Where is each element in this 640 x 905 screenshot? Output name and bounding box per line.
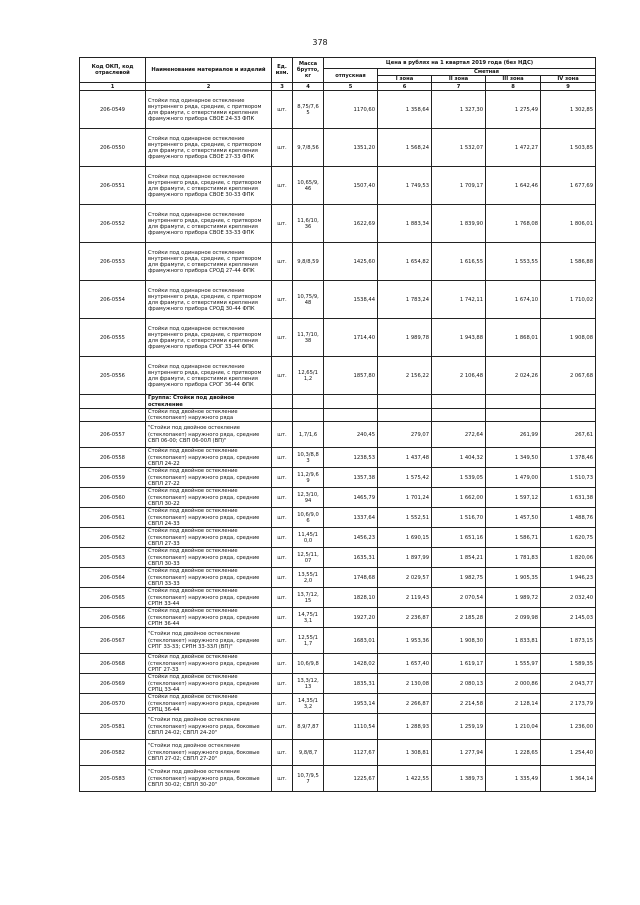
product-name: "Стойки под двойное остекление (стеклопакет) наружного ряда, средние СРПГ 33-33; СРПН 33-33Л (ВП)" [146, 628, 272, 654]
gross-mass: 9,8/8,7 [293, 740, 324, 766]
gross-mass: 10,75/9, 48 [293, 281, 324, 319]
table-row [80, 548, 596, 568]
price-zone-4: 2 173,79 [541, 694, 596, 714]
price-zone-2: 1 943,88 [432, 319, 486, 357]
gross-mass: 12,3/10, 94 [293, 488, 324, 508]
price-release: 1170,60 [324, 91, 378, 129]
price-zone-1: 1 358,64 [378, 91, 432, 129]
price-zone-4: 1 503,85 [541, 129, 596, 167]
price-zone-2: 2 185,28 [432, 608, 486, 628]
product-name: Стойки под двойное остекление (стеклопакет) наружного ряда, средние СВПЛ 24-22 [146, 448, 272, 468]
product-name: Стойки под двойное остекление (стеклопакет) наружного ряда, средние СВПЛ 30-33 [146, 548, 272, 568]
table-row [80, 694, 596, 714]
unit: шт. [272, 448, 293, 468]
header-zone-3: III зона [486, 76, 541, 83]
price-release: 1357,38 [324, 468, 378, 488]
price-zone-3: 1 335,49 [486, 766, 541, 792]
price-table [79, 57, 596, 792]
price-zone-3: 1 210,04 [486, 714, 541, 740]
price-zone-2: 1 404,32 [432, 448, 486, 468]
unit: шт. [272, 694, 293, 714]
subgroup-row [80, 408, 596, 421]
price-zone-3: 1 674,10 [486, 281, 541, 319]
price-zone-3: 2 128,14 [486, 694, 541, 714]
table-row [80, 488, 596, 508]
price-zone-4: 1 820,06 [541, 548, 596, 568]
price-release: 1238,53 [324, 448, 378, 468]
price-zone-3: 261,99 [486, 422, 541, 448]
price-zone-1: 1 575,42 [378, 468, 432, 488]
product-name: Стойки под одинарное остекление внутреннего ряда, средние, с притвором для фрамуги, с отверстиями крепления фрамужного прибора СВОЕ 33-33 ФПК [146, 205, 272, 243]
price-zone-1: 1 701,24 [378, 488, 432, 508]
gross-mass: 10,6/9,8 [293, 654, 324, 674]
table-row [80, 654, 596, 674]
price-zone-1: 1 657,40 [378, 654, 432, 674]
unit: шт. [272, 568, 293, 588]
price-release: 240,45 [324, 422, 378, 448]
gross-mass: 11,7/10, 38 [293, 319, 324, 357]
price-zone-3: 2 099,98 [486, 608, 541, 628]
price-zone-2: 1 982,75 [432, 568, 486, 588]
table-row [80, 628, 596, 654]
gross-mass: 9,8/8,59 [293, 243, 324, 281]
price-zone-3: 1 275,49 [486, 91, 541, 129]
price-zone-4: 1 946,23 [541, 568, 596, 588]
price-release: 1828,10 [324, 588, 378, 608]
price-release: 1683,01 [324, 628, 378, 654]
product-name: Стойки под двойное остекление (стеклопакет) наружного ряда, средние СВПЛ 30-22 [146, 488, 272, 508]
product-name: Стойки под одинарное остекление внутреннего ряда, средние, с притвором для фрамуги, с отверстиями крепления фрамужного прибора СРОГ 36-44 ФПК [146, 357, 272, 395]
price-zone-4: 267,61 [541, 422, 596, 448]
product-code: 206-0551 [80, 167, 146, 205]
page-number: 378 [312, 38, 328, 47]
table-row [80, 281, 596, 319]
product-name: Стойки под двойное остекление (стеклопакет) наружного ряда, средние СРПЦ 36-44 [146, 694, 272, 714]
table-row [80, 422, 596, 448]
price-zone-1: 279,07 [378, 422, 432, 448]
price-release: 1538,44 [324, 281, 378, 319]
price-release: 1337,64 [324, 508, 378, 528]
product-code: 206-0568 [80, 654, 146, 674]
gross-mass: 13,3/12, 13 [293, 674, 324, 694]
header-zone-2: II зона [432, 76, 486, 83]
price-zone-4: 1 908,08 [541, 319, 596, 357]
product-code: 206-0554 [80, 281, 146, 319]
unit: шт. [272, 319, 293, 357]
price-zone-2: 1 709,17 [432, 167, 486, 205]
price-zone-4: 1 586,88 [541, 243, 596, 281]
table-row [80, 508, 596, 528]
price-zone-4: 1 302,85 [541, 91, 596, 129]
price-zone-2: 272,64 [432, 422, 486, 448]
price-zone-3: 1 905,35 [486, 568, 541, 588]
gross-mass: 10,6/9,0 6 [293, 508, 324, 528]
price-zone-2: 1 516,70 [432, 508, 486, 528]
product-name: Стойки под одинарное остекление внутреннего ряда, средние, с притвором для фрамуги, с отверстиями крепления фрамужного прибора СРОГ 33-44 ФПК [146, 319, 272, 357]
price-zone-4: 1 631,38 [541, 488, 596, 508]
header-unit: Ед. изм. [272, 58, 293, 83]
table-row [80, 129, 596, 167]
price-zone-2: 1 259,19 [432, 714, 486, 740]
price-zone-4: 1 488,76 [541, 508, 596, 528]
product-code: 206-0565 [80, 588, 146, 608]
unit: шт. [272, 167, 293, 205]
gross-mass: 11,2/9,6 9 [293, 468, 324, 488]
unit: шт. [272, 468, 293, 488]
unit: шт. [272, 422, 293, 448]
price-zone-1: 2 029,57 [378, 568, 432, 588]
price-zone-1: 1 288,93 [378, 714, 432, 740]
price-zone-4: 1 806,01 [541, 205, 596, 243]
column-number: 3 [272, 83, 293, 91]
product-code: 206-0564 [80, 568, 146, 588]
product-name: "Стойки под двойное остекление (стеклопакет) наружного ряда, боковые СВПЛ 30-02; СВПЛ 30-20" [146, 766, 272, 792]
table-row [80, 91, 596, 129]
unit: шт. [272, 674, 293, 694]
unit: шт. [272, 357, 293, 395]
unit: шт. [272, 714, 293, 740]
price-release: 1622,69 [324, 205, 378, 243]
gross-mass: 11,45/1 0,0 [293, 528, 324, 548]
product-code: 206-0552 [80, 205, 146, 243]
price-zone-3: 1 555,97 [486, 654, 541, 674]
price-zone-3: 1 781,83 [486, 548, 541, 568]
unit: шт. [272, 528, 293, 548]
price-zone-2: 1 616,55 [432, 243, 486, 281]
product-code: 206-0561 [80, 508, 146, 528]
column-number-row [80, 83, 596, 91]
product-name: Стойки под одинарное остекление внутреннего ряда, средние, с притвором для фрамуги, с отверстиями крепления фрамужного прибора СРОД 30-44 ФПК [146, 281, 272, 319]
price-zone-4: 2 067,68 [541, 357, 596, 395]
table-row [80, 740, 596, 766]
table-row [80, 448, 596, 468]
price-zone-3: 1 472,27 [486, 129, 541, 167]
gross-mass: 13,55/1 2,0 [293, 568, 324, 588]
price-zone-3: 1 868,01 [486, 319, 541, 357]
price-zone-4: 1 378,46 [541, 448, 596, 468]
product-name: Стойки под одинарное остекление внутреннего ряда, средние, с притвором для фрамуги, с отверстиями крепления фрамужного прибора СВОЕ 24-33 ФПК [146, 91, 272, 129]
table-row [80, 167, 596, 205]
product-code: 206-0559 [80, 468, 146, 488]
unit: шт. [272, 205, 293, 243]
table-row [80, 243, 596, 281]
header-zone-4: IV зона [541, 76, 596, 83]
header-estimate-price: Сметная [378, 69, 596, 76]
price-zone-2: 2 070,54 [432, 588, 486, 608]
price-release: 1428,02 [324, 654, 378, 674]
group-row [80, 395, 596, 408]
price-zone-2: 2 214,58 [432, 694, 486, 714]
price-release: 1927,20 [324, 608, 378, 628]
price-zone-1: 1 989,78 [378, 319, 432, 357]
price-release: 1465,79 [324, 488, 378, 508]
product-name: Стойки под одинарное остекление внутреннего ряда, средние, с притвором для фрамуги, с отверстиями крепления фрамужного прибора СВОЕ 30-33 ФПК [146, 167, 272, 205]
column-number: 1 [80, 83, 146, 91]
price-zone-3: 1 228,65 [486, 740, 541, 766]
price-release: 1351,20 [324, 129, 378, 167]
price-zone-1: 1 422,55 [378, 766, 432, 792]
price-release: 1835,31 [324, 674, 378, 694]
product-name: "Стойки под двойное остекление (стеклопакет) наружного ряда, средние СВП 06-00; СВП 06-00Л (ВП)" [146, 422, 272, 448]
group-label: Группа: Стойки под двойное остекление [146, 395, 272, 408]
product-name: Стойки под двойное остекление (стеклопакет) наружного ряда, средние СРПН 36-44 [146, 608, 272, 628]
product-name: Стойки под одинарное остекление внутреннего ряда, средние, с притвором для фрамуги, с отверстиями крепления фрамужного прибора СВОЕ 27-33 ФПК [146, 129, 272, 167]
price-zone-2: 2 080,13 [432, 674, 486, 694]
gross-mass: 12,55/1 1,7 [293, 628, 324, 654]
gross-mass: 10,7/9,5 7 [293, 766, 324, 792]
product-code: 206-0560 [80, 488, 146, 508]
header-price-title: Цена в рублях на 1 квартал 2019 года (без НДС) [324, 58, 596, 69]
unit: шт. [272, 766, 293, 792]
price-zone-1: 1 654,82 [378, 243, 432, 281]
price-zone-1: 2 266,87 [378, 694, 432, 714]
price-release: 1748,68 [324, 568, 378, 588]
price-zone-4: 1 236,00 [541, 714, 596, 740]
product-name: "Стойки под двойное остекление (стеклопакет) наружного ряда, боковые СВПЛ 27-02; СВПЛ 27-20" [146, 740, 272, 766]
price-zone-3: 2 000,86 [486, 674, 541, 694]
gross-mass: 13,7/12, 15 [293, 588, 324, 608]
price-zone-1: 1 437,48 [378, 448, 432, 468]
price-zone-2: 1 277,94 [432, 740, 486, 766]
price-zone-3: 1 833,81 [486, 628, 541, 654]
product-name: Стойки под двойное остекление (стеклопакет) наружного ряда, средние СВПЛ 27-22 [146, 468, 272, 488]
table-row [80, 319, 596, 357]
price-zone-4: 1 510,73 [541, 468, 596, 488]
price-zone-3: 1 349,50 [486, 448, 541, 468]
product-code: 206-0567 [80, 628, 146, 654]
price-zone-1: 1 552,51 [378, 508, 432, 528]
price-release: 1953,14 [324, 694, 378, 714]
product-name: Стойки под двойное остекление (стеклопакет) наружного ряда, средние СРПН 33-44 [146, 588, 272, 608]
unit: шт. [272, 508, 293, 528]
column-number: 5 [324, 83, 378, 91]
product-code: 205-0581 [80, 714, 146, 740]
price-zone-3: 1 768,08 [486, 205, 541, 243]
product-code: 206-0549 [80, 91, 146, 129]
price-zone-1: 1 568,24 [378, 129, 432, 167]
unit: шт. [272, 488, 293, 508]
product-name: Стойки под двойное остекление (стеклопакет) наружного ряда, средние СРПГ 27-33 [146, 654, 272, 674]
price-zone-4: 2 145,03 [541, 608, 596, 628]
subgroup-label: Стойки под двойное остекление (стеклопакет) наружного ряда [146, 408, 272, 421]
column-number: 6 [378, 83, 432, 91]
price-zone-3: 1 479,00 [486, 468, 541, 488]
price-zone-2: 1 619,17 [432, 654, 486, 674]
price-zone-3: 1 457,50 [486, 508, 541, 528]
price-zone-2: 1 651,16 [432, 528, 486, 548]
price-zone-4: 1 620,75 [541, 528, 596, 548]
price-release: 1857,80 [324, 357, 378, 395]
column-number: 8 [486, 83, 541, 91]
gross-mass: 8,9/7,87 [293, 714, 324, 740]
header-mass: Масса брутто, кг [293, 58, 324, 83]
gross-mass: 12,65/1 1,2 [293, 357, 324, 395]
price-zone-1: 1 749,53 [378, 167, 432, 205]
price-zone-2: 1 389,73 [432, 766, 486, 792]
gross-mass: 14,35/1 3,2 [293, 694, 324, 714]
product-name: "Стойки под двойное остекление (стеклопакет) наружного ряда, боковые СВПЛ 24-02; СВПЛ 24-20" [146, 714, 272, 740]
price-zone-2: 1 742,11 [432, 281, 486, 319]
unit: шт. [272, 654, 293, 674]
table-row [80, 468, 596, 488]
product-code: 206-0550 [80, 129, 146, 167]
column-number: 9 [541, 83, 596, 91]
price-zone-1: 1 897,99 [378, 548, 432, 568]
price-zone-3: 1 597,12 [486, 488, 541, 508]
price-zone-1: 1 783,24 [378, 281, 432, 319]
table-row [80, 766, 596, 792]
product-code: 206-0558 [80, 448, 146, 468]
column-number: 4 [293, 83, 324, 91]
price-release: 1507,40 [324, 167, 378, 205]
gross-mass: 9,7/8,56 [293, 129, 324, 167]
price-zone-3: 1 553,55 [486, 243, 541, 281]
price-zone-4: 1 873,15 [541, 628, 596, 654]
gross-mass: 14,75/1 3,1 [293, 608, 324, 628]
unit: шт. [272, 608, 293, 628]
header-name: Наименование материалов и изделий [146, 58, 272, 83]
price-release: 1635,31 [324, 548, 378, 568]
table-row [80, 608, 596, 628]
price-zone-2: 1 539,05 [432, 468, 486, 488]
price-zone-1: 1 308,81 [378, 740, 432, 766]
gross-mass: 8,75/7,6 5 [293, 91, 324, 129]
price-release: 1110,54 [324, 714, 378, 740]
price-zone-4: 1 589,35 [541, 654, 596, 674]
price-zone-2: 1 908,30 [432, 628, 486, 654]
price-zone-3: 1 642,46 [486, 167, 541, 205]
product-code: 206-0553 [80, 243, 146, 281]
price-zone-4: 1 710,02 [541, 281, 596, 319]
product-code: 205-0556 [80, 357, 146, 395]
price-zone-1: 1 883,34 [378, 205, 432, 243]
product-name: Стойки под одинарное остекление внутреннего ряда, средние, с притвором для фрамуги, с отверстиями крепления фрамужного прибора СРОД 27-44 ФПК [146, 243, 272, 281]
header-zone-1: I зона [378, 76, 432, 83]
gross-mass: 1,7/1,6 [293, 422, 324, 448]
price-zone-1: 1 690,15 [378, 528, 432, 548]
product-code: 206-0570 [80, 694, 146, 714]
product-name: Стойки под двойное остекление (стеклопакет) наружного ряда, средние СВПЛ 24-33 [146, 508, 272, 528]
price-zone-2: 1 854,21 [432, 548, 486, 568]
price-zone-2: 2 106,48 [432, 357, 486, 395]
table-row [80, 588, 596, 608]
unit: шт. [272, 588, 293, 608]
price-zone-4: 2 032,40 [541, 588, 596, 608]
product-code: 206-0562 [80, 528, 146, 548]
price-zone-3: 1 989,72 [486, 588, 541, 608]
table-row [80, 528, 596, 548]
price-zone-2: 1 532,07 [432, 129, 486, 167]
price-zone-1: 2 130,08 [378, 674, 432, 694]
unit: шт. [272, 243, 293, 281]
gross-mass: 11,6/10, 36 [293, 205, 324, 243]
table-row [80, 357, 596, 395]
product-name: Стойки под двойное остекление (стеклопакет) наружного ряда, средние СВПЛ 33-33 [146, 568, 272, 588]
price-zone-2: 1 662,00 [432, 488, 486, 508]
price-release: 1714,40 [324, 319, 378, 357]
table-row [80, 568, 596, 588]
gross-mass: 10,65/9, 46 [293, 167, 324, 205]
gross-mass: 10,3/8,8 3 [293, 448, 324, 468]
column-number: 2 [146, 83, 272, 91]
table-row [80, 674, 596, 694]
unit: шт. [272, 129, 293, 167]
price-zone-1: 2 119,43 [378, 588, 432, 608]
unit: шт. [272, 628, 293, 654]
price-zone-1: 1 953,36 [378, 628, 432, 654]
gross-mass: 12,5/11, 07 [293, 548, 324, 568]
column-number: 7 [432, 83, 486, 91]
unit: шт. [272, 91, 293, 129]
price-release: 1225,67 [324, 766, 378, 792]
price-release: 1456,23 [324, 528, 378, 548]
price-zone-3: 1 586,71 [486, 528, 541, 548]
product-code: 205-0563 [80, 548, 146, 568]
product-code: 206-0566 [80, 608, 146, 628]
price-zone-3: 2 024,26 [486, 357, 541, 395]
price-zone-2: 1 839,90 [432, 205, 486, 243]
unit: шт. [272, 740, 293, 766]
price-release: 1127,67 [324, 740, 378, 766]
unit: шт. [272, 548, 293, 568]
price-zone-1: 2 236,87 [378, 608, 432, 628]
product-code: 206-0557 [80, 422, 146, 448]
product-code: 206-0582 [80, 740, 146, 766]
table-row [80, 714, 596, 740]
price-zone-4: 1 677,69 [541, 167, 596, 205]
product-name: Стойки под двойное остекление (стеклопакет) наружного ряда, средние СВПЛ 27-33 [146, 528, 272, 548]
price-zone-4: 2 043,77 [541, 674, 596, 694]
price-zone-1: 2 156,22 [378, 357, 432, 395]
price-release: 1425,60 [324, 243, 378, 281]
price-zone-2: 1 327,30 [432, 91, 486, 129]
header-code: Код ОКП, код отраслевой [80, 58, 146, 83]
price-zone-4: 1 254,40 [541, 740, 596, 766]
price-zone-4: 1 364,14 [541, 766, 596, 792]
unit: шт. [272, 281, 293, 319]
header-release-price: отпускная [324, 69, 378, 83]
table-row [80, 205, 596, 243]
product-code: 205-0583 [80, 766, 146, 792]
product-code: 206-0555 [80, 319, 146, 357]
product-name: Стойки под двойное остекление (стеклопакет) наружного ряда, средние СРПЦ 33-44 [146, 674, 272, 694]
product-code: 206-0569 [80, 674, 146, 694]
